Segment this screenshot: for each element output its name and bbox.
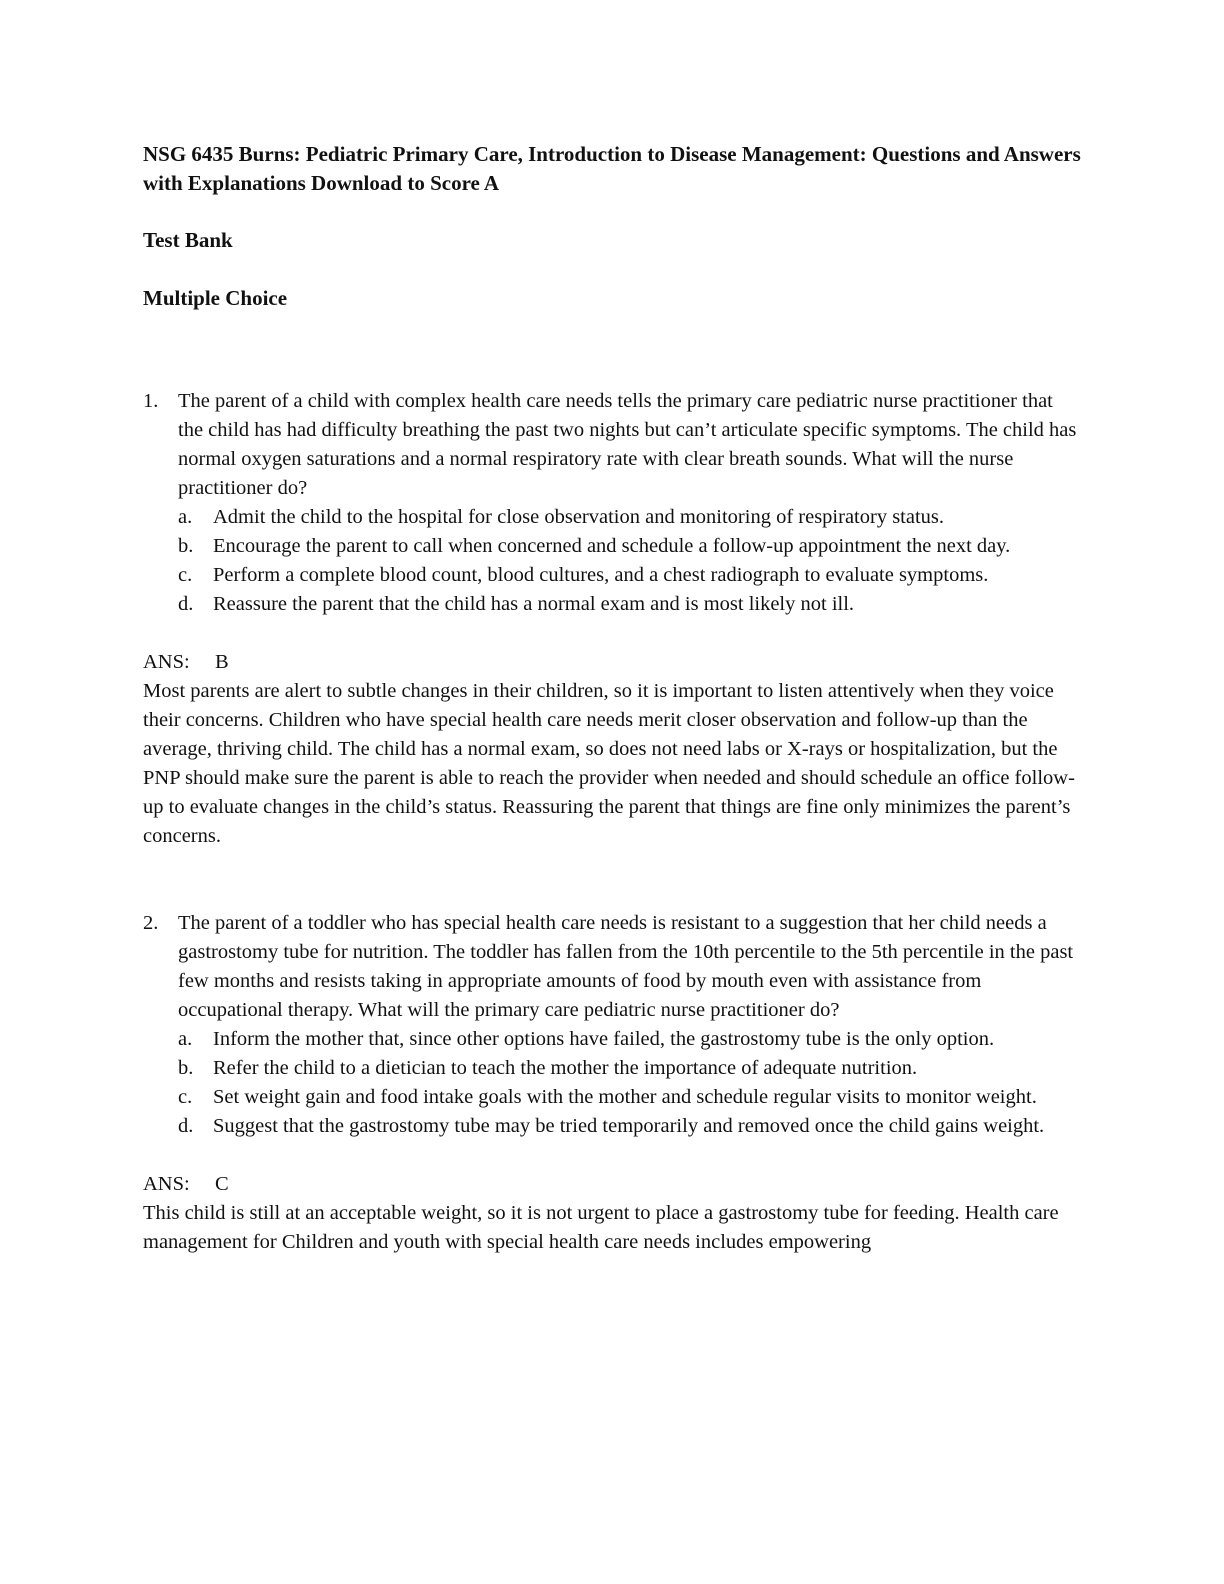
- answer-options: [178, 503, 1083, 619]
- answer-option-b: [178, 532, 1083, 561]
- question-2: [143, 909, 1083, 1141]
- question-number: 2.: [143, 912, 159, 934]
- option-letter: a.: [178, 506, 193, 528]
- answer-option-a: [178, 1025, 1083, 1054]
- option-text: Refer the child to a dietician to teach the mother the importance of adequate nutrition.: [213, 1057, 918, 1079]
- answer-explanation: This child is still at an acceptable weight, so it is not urgent to place a gastrostomy tube for feeding. Health care management for Children and youth with special health care needs includes empowering: [143, 1202, 1059, 1253]
- question-stem-row: [143, 387, 1083, 619]
- option-letter: b.: [178, 1057, 194, 1079]
- section-heading-multiple-choice: Multiple Choice: [143, 286, 288, 310]
- question-stem: The parent of a toddler who has special health care needs is resistant to a suggestion that her child needs a gastrostomy tube for nutrition. The toddler has fallen from the 10th percentile to the 5th percentile in the past few months and resists taking in appropriate amounts of food by mouth even with assistance from occupational therapy. What will the primary care pediatric nurse practitioner do?: [178, 912, 1074, 1021]
- answer-label: ANS:: [143, 651, 190, 673]
- option-text: Suggest that the gastrostomy tube may be tried temporarily and removed once the child gains weight.: [213, 1115, 1045, 1137]
- option-letter: a.: [178, 1028, 193, 1050]
- answer-line: [143, 1170, 1083, 1199]
- answer-option-a: [178, 503, 1083, 532]
- option-text: Inform the mother that, since other options have failed, the gastrostomy tube is the only option.: [213, 1028, 995, 1050]
- answer-block-2: [143, 1170, 1083, 1257]
- answer-option-c: [178, 1083, 1083, 1112]
- answer-block-1: [143, 648, 1083, 851]
- option-text: Admit the child to the hospital for close observation and monitoring of respiratory status.: [213, 506, 945, 528]
- option-text: Set weight gain and food intake goals with the mother and schedule regular visits to monitor weight.: [213, 1086, 1037, 1108]
- question-stem: The parent of a child with complex health care needs tells the primary care pediatric nurse practitioner that the child has had difficulty breathing the past two nights but can’t articulate specific symptoms. The child has normal oxygen saturations and a normal respiratory rate with clear breath sounds. What will the nurse practitioner do?: [178, 390, 1077, 499]
- question-number: 1.: [143, 390, 159, 412]
- option-text: Perform a complete blood count, blood cultures, and a chest radiograph to evaluate symptoms.: [213, 564, 989, 586]
- answer-value: B: [215, 651, 229, 673]
- option-letter: d.: [178, 593, 194, 615]
- option-letter: c.: [178, 564, 193, 586]
- question-stem-row: [143, 909, 1083, 1141]
- answer-option-d: [178, 590, 1083, 619]
- answer-explanation: Most parents are alert to subtle changes in their children, so it is important to listen attentively when they voice their concerns. Children who have special health care needs merit closer observation and follow-up than the average, thriving child. The child has a normal exam, so does not need labs or X-rays or hospitalization, but the PNP should make sure the parent is able to reach the provider when needed and should schedule an office follow-up to evaluate changes in the child’s status. Reassuring the parent that things are fine only minimizes the parent’s concerns.: [143, 680, 1075, 847]
- answer-option-b: [178, 1054, 1083, 1083]
- option-text: Encourage the parent to call when concerned and schedule a follow-up appointment the next day.: [213, 535, 1011, 557]
- section-heading-test-bank: Test Bank: [143, 228, 233, 252]
- answer-label: ANS:: [143, 1173, 190, 1195]
- answer-line: [143, 648, 1083, 677]
- answer-option-c: [178, 561, 1083, 590]
- question-1: [143, 387, 1083, 619]
- answer-option-d: [178, 1112, 1083, 1141]
- option-letter: d.: [178, 1115, 194, 1137]
- document-title: NSG 6435 Burns: Pediatric Primary Care, Introduction to Disease Management: Questions and Answers with Explanations Download to Score A: [143, 142, 1081, 195]
- answer-options: [178, 1025, 1083, 1141]
- option-letter: c.: [178, 1086, 193, 1108]
- answer-value: C: [215, 1173, 229, 1195]
- option-text: Reassure the parent that the child has a normal exam and is most likely not ill.: [213, 593, 855, 615]
- option-letter: b.: [178, 535, 194, 557]
- document-page: [143, 140, 1083, 1257]
